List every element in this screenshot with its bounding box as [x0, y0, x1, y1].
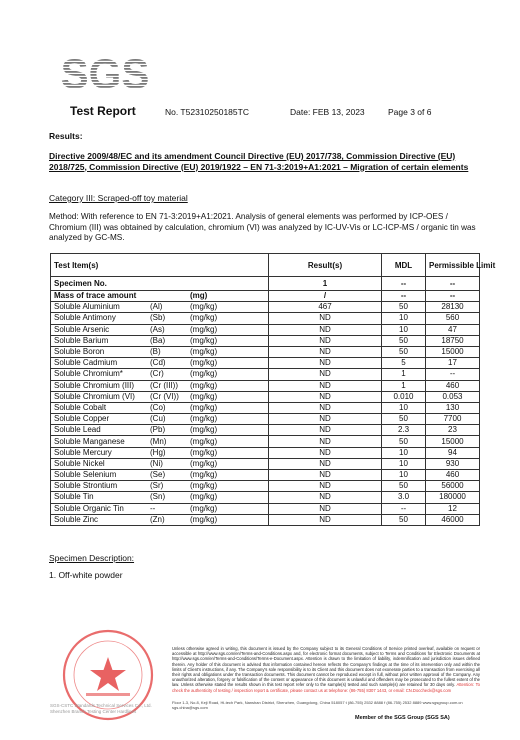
element-mdl: 10	[382, 324, 426, 335]
category-label: Category III: Scraped-off toy material	[49, 193, 188, 203]
element-name: Soluble Copper	[54, 414, 110, 424]
element-unit: (mg/kg)	[190, 447, 218, 457]
element-symbol: (Cr (VI))	[150, 391, 179, 401]
element-limit: 460	[426, 380, 480, 391]
specimen-description-title: Specimen Description:	[49, 553, 135, 563]
svg-text:SGS: SGS	[60, 50, 150, 97]
element-result: ND	[269, 492, 382, 503]
sgs-logo-graphic	[60, 44, 150, 100]
element-name: Soluble Barium	[54, 335, 109, 345]
element-cell	[51, 481, 269, 492]
element-mdl: 5	[382, 358, 426, 369]
element-unit: (mg/kg)	[190, 425, 218, 435]
table-row	[51, 436, 480, 447]
element-unit: (mg/kg)	[190, 458, 218, 468]
element-unit: (mg/kg)	[190, 369, 218, 379]
element-symbol: (Al)	[150, 302, 163, 312]
table-row	[51, 447, 480, 458]
element-mdl: 50	[382, 414, 426, 425]
element-limit: 0.053	[426, 391, 480, 402]
element-result: ND	[269, 335, 382, 346]
mass-mdl: --	[382, 291, 426, 302]
directive-heading: Directive 2009/48/EC and its amendment Council Directive (EU) 2017/738, Commission Directive (EU) 2018/725, Commission Directive (EU) 2019/1922 – EN 71-3:2019+A1:2021 – Migration of certain elements	[49, 151, 469, 172]
element-symbol: (Se)	[150, 470, 166, 480]
element-name: Soluble Zinc	[54, 514, 99, 524]
report-date: Date: FEB 13, 2023	[290, 107, 365, 117]
table-row	[51, 346, 480, 357]
element-result: ND	[269, 436, 382, 447]
element-unit: (mg/kg)	[190, 358, 218, 368]
element-limit: 12	[426, 503, 480, 514]
element-symbol: (Cu)	[150, 414, 166, 424]
element-limit: 28130	[426, 302, 480, 313]
element-limit: 460	[426, 470, 480, 481]
element-cell	[51, 470, 269, 481]
element-limit: 46000	[426, 514, 480, 525]
element-mdl: 10	[382, 470, 426, 481]
element-cell	[51, 346, 269, 357]
element-cell	[51, 391, 269, 402]
seal-caption: SGS-CSTC Standards Technical Services Co., Ltd. Shenzhen Branch Testing Center Hardlines	[50, 703, 152, 714]
element-mdl: 10	[382, 447, 426, 458]
element-name: Soluble Cadmium	[54, 358, 118, 368]
header-result: Result(s)	[269, 254, 382, 277]
element-symbol: (Mn)	[150, 436, 167, 446]
element-limit: 7700	[426, 414, 480, 425]
element-name: Soluble Nickel	[54, 458, 105, 468]
element-unit: (mg/kg)	[190, 347, 218, 357]
element-symbol: (Sn)	[150, 492, 166, 502]
element-name: Soluble Boron	[54, 347, 105, 357]
element-symbol: (Pb)	[150, 425, 166, 435]
element-mdl: 50	[382, 346, 426, 357]
mass-label: Mass of trace amount	[54, 291, 137, 301]
specimen-limit: --	[426, 277, 480, 291]
element-limit: 180000	[426, 492, 480, 503]
element-name: Soluble Arsenic	[54, 324, 110, 334]
table-row	[51, 324, 480, 335]
element-unit: (mg/kg)	[190, 313, 218, 323]
table-row	[51, 369, 480, 380]
element-name: Soluble Antimony	[54, 313, 116, 323]
element-limit: 56000	[426, 481, 480, 492]
element-symbol: (Sb)	[150, 313, 166, 323]
element-name: Soluble Manganese	[54, 436, 125, 446]
element-unit: (mg/kg)	[190, 335, 218, 345]
element-cell	[51, 436, 269, 447]
element-cell	[51, 302, 269, 313]
element-cell	[51, 380, 269, 391]
company-address: Floor 1-3, No.8, Keji Road, Hi-tech Park, Nanshan District, Shenzhen, Guangdong, China 518057 t (86-755) 2532 8888 f (86-755) 2532 8889 www.sgsgroup.com.cn sgs.china@sgs.com	[172, 700, 463, 710]
element-result: 467	[269, 302, 382, 313]
element-limit: 47	[426, 324, 480, 335]
element-result: ND	[269, 402, 382, 413]
element-unit: (mg/kg)	[190, 503, 218, 513]
table-row	[51, 458, 480, 469]
element-limit: --	[426, 369, 480, 380]
element-unit: (mg/kg)	[190, 514, 218, 524]
element-result: ND	[269, 346, 382, 357]
table-row	[51, 313, 480, 324]
element-symbol: (Cr)	[150, 369, 164, 379]
specimen-mdl: --	[382, 277, 426, 291]
element-name: Soluble Aluminium	[54, 302, 120, 312]
element-limit: 94	[426, 447, 480, 458]
element-cell	[51, 358, 269, 369]
element-cell	[51, 324, 269, 335]
element-cell	[51, 447, 269, 458]
element-result: ND	[269, 369, 382, 380]
mass-unit: (mg)	[190, 291, 208, 301]
page-indicator: Page 3 of 6	[388, 107, 432, 117]
element-name: Soluble Organic Tin	[54, 503, 124, 513]
element-mdl: 50	[382, 436, 426, 447]
element-result: ND	[269, 324, 382, 335]
element-limit: 23	[426, 425, 480, 436]
table-row	[51, 470, 480, 481]
element-mdl: 1	[382, 369, 426, 380]
specimen-result: 1	[269, 277, 382, 291]
element-symbol: (Zn)	[150, 514, 165, 524]
element-symbol: (Cd)	[150, 358, 166, 368]
table-row	[51, 380, 480, 391]
mass-limit: --	[426, 291, 480, 302]
element-symbol: (Ba)	[150, 335, 166, 345]
element-result: ND	[269, 447, 382, 458]
element-unit: (mg/kg)	[190, 470, 218, 480]
header-limit: Permissible Limit	[426, 254, 480, 277]
element-cell	[51, 514, 269, 525]
report-title: Test Report	[70, 104, 136, 118]
element-result: ND	[269, 425, 382, 436]
element-cell	[51, 425, 269, 436]
results-heading: Results:	[49, 131, 83, 141]
element-mdl: 1	[382, 380, 426, 391]
element-mdl: 10	[382, 402, 426, 413]
element-unit: (mg/kg)	[190, 402, 218, 412]
element-name: Soluble Lead	[54, 425, 101, 435]
specimen-label: Specimen No.	[51, 277, 269, 291]
sgs-logo	[60, 44, 150, 100]
element-symbol: (As)	[150, 324, 165, 334]
element-result: ND	[269, 514, 382, 525]
element-unit: (mg/kg)	[190, 391, 218, 401]
element-mdl: --	[382, 503, 426, 514]
element-limit: 18750	[426, 335, 480, 346]
table-row	[51, 492, 480, 503]
element-result: ND	[269, 380, 382, 391]
element-cell	[51, 313, 269, 324]
element-mdl: 50	[382, 335, 426, 346]
element-name: Soluble Selenium	[54, 470, 117, 480]
element-mdl: 50	[382, 481, 426, 492]
element-unit: (mg/kg)	[190, 481, 218, 491]
element-unit: (mg/kg)	[190, 324, 218, 334]
header-test-item: Test Item(s)	[51, 254, 269, 277]
table-row	[51, 425, 480, 436]
specimen-description-item: 1. Off-white powder	[49, 570, 123, 580]
table-row	[51, 481, 480, 492]
element-mdl: 0.010	[382, 391, 426, 402]
element-result: ND	[269, 503, 382, 514]
element-symbol: (B)	[150, 347, 161, 357]
element-name: Soluble Mercury	[54, 447, 112, 457]
element-unit: (mg/kg)	[190, 302, 218, 312]
element-symbol: (Hg)	[150, 447, 166, 457]
element-result: ND	[269, 358, 382, 369]
element-cell	[51, 369, 269, 380]
element-limit: 15000	[426, 436, 480, 447]
report-number: No. T52310250185TC	[165, 107, 249, 117]
element-name: Soluble Cobalt	[54, 402, 107, 412]
element-limit: 15000	[426, 346, 480, 357]
table-header-row	[51, 254, 480, 277]
element-result: ND	[269, 470, 382, 481]
element-unit: (mg/kg)	[190, 492, 218, 502]
element-cell	[51, 503, 269, 514]
element-unit: (mg/kg)	[190, 414, 218, 424]
table-row	[51, 391, 480, 402]
element-symbol: (Sr)	[150, 481, 164, 491]
element-unit: (mg/kg)	[190, 380, 218, 390]
element-mdl: 10	[382, 458, 426, 469]
element-result: ND	[269, 313, 382, 324]
element-cell	[51, 402, 269, 413]
element-cell	[51, 492, 269, 503]
element-name: Soluble Chromium*	[54, 369, 123, 379]
element-cell	[51, 414, 269, 425]
element-name: Soluble Chromium (VI)	[54, 391, 135, 401]
element-limit: 17	[426, 358, 480, 369]
element-symbol: (Co)	[150, 402, 166, 412]
element-mdl: 2.3	[382, 425, 426, 436]
header-mdl: MDL	[382, 254, 426, 277]
element-limit: 930	[426, 458, 480, 469]
element-symbol: --	[150, 503, 156, 513]
terms-fine-print	[172, 646, 480, 693]
element-name: Soluble Chromium (III)	[54, 380, 135, 390]
element-mdl: 3.0	[382, 492, 426, 503]
table-row	[51, 335, 480, 346]
table-row	[51, 358, 480, 369]
method-text: Method: With reference to EN 71-3:2019+A1:2021. Analysis of general elements was performed by ICP-OES / Chromium (III) was obtained by calculation, chromium (VI) was analyzed by IC-UV-Vis or LC-ICP-MS / organic tin was analyzed by GC-MS.	[49, 212, 476, 242]
element-unit: (mg/kg)	[190, 436, 218, 446]
table-row	[51, 414, 480, 425]
element-result: ND	[269, 481, 382, 492]
specimen-row	[51, 277, 480, 291]
element-cell	[51, 458, 269, 469]
table-row	[51, 402, 480, 413]
element-limit: 130	[426, 402, 480, 413]
results-table	[50, 253, 496, 526]
table-row	[51, 302, 480, 313]
element-mdl: 10	[382, 313, 426, 324]
mass-row	[51, 291, 480, 302]
table-row	[51, 514, 480, 525]
element-result: ND	[269, 414, 382, 425]
element-name: Soluble Strontium	[54, 481, 118, 491]
element-limit: 560	[426, 313, 480, 324]
element-result: ND	[269, 458, 382, 469]
table-row	[51, 503, 480, 514]
element-mdl: 50	[382, 302, 426, 313]
mass-result: /	[269, 291, 382, 302]
element-name: Soluble Tin	[54, 492, 94, 502]
element-mdl: 50	[382, 514, 426, 525]
authenticity-notice: Attention: To check the authenticity of testing / inspection report & certificate, please contact us at telephone: (86-755) 8307 1443, or email: CN.Doccheck@sgs.com	[172, 682, 481, 693]
member-statement: Member of the SGS Group (SGS SA)	[355, 715, 450, 721]
terms-text: Unless otherwise agreed in writing, this document is issued by the Company subject to its General Conditions of Service printed overleaf, available on request or accessible at http://www.sgs.com/en/Terms-and-Conditions.aspx and, for electronic format documents, subject to Terms and Conditions for Electronic Documents at http://www.sgs.com/en/Terms-and-Conditions/Terms-e-Document.aspx. Attention is drawn to the limitation of liability, indemnification and jurisdiction issues defined therein. Any holder of this document is advised that information contained hereon reflects the Company's findings at the time of its intervention only and within the limits of Client's instructions, if any. The Company's sole responsibility is to its Client and this document does not exonerate parties to a transaction from exercising all their rights and obligations under the transaction documents. This document cannot be reproduced except in full, without prior written approval of the Company. Any unauthorized alteration, forgery or falsification of the content or appearance of this document is unlawful and offenders may be prosecuted to the fullest extent of the law. Unless otherwise stated the results shown in this test report refer only to the sample(s) tested and such sample(s) are retained for 30 days only.	[172, 646, 480, 688]
element-result: ND	[269, 391, 382, 402]
element-symbol: (Cr (III))	[150, 380, 178, 390]
element-symbol: (Ni)	[150, 458, 163, 468]
element-cell	[51, 335, 269, 346]
